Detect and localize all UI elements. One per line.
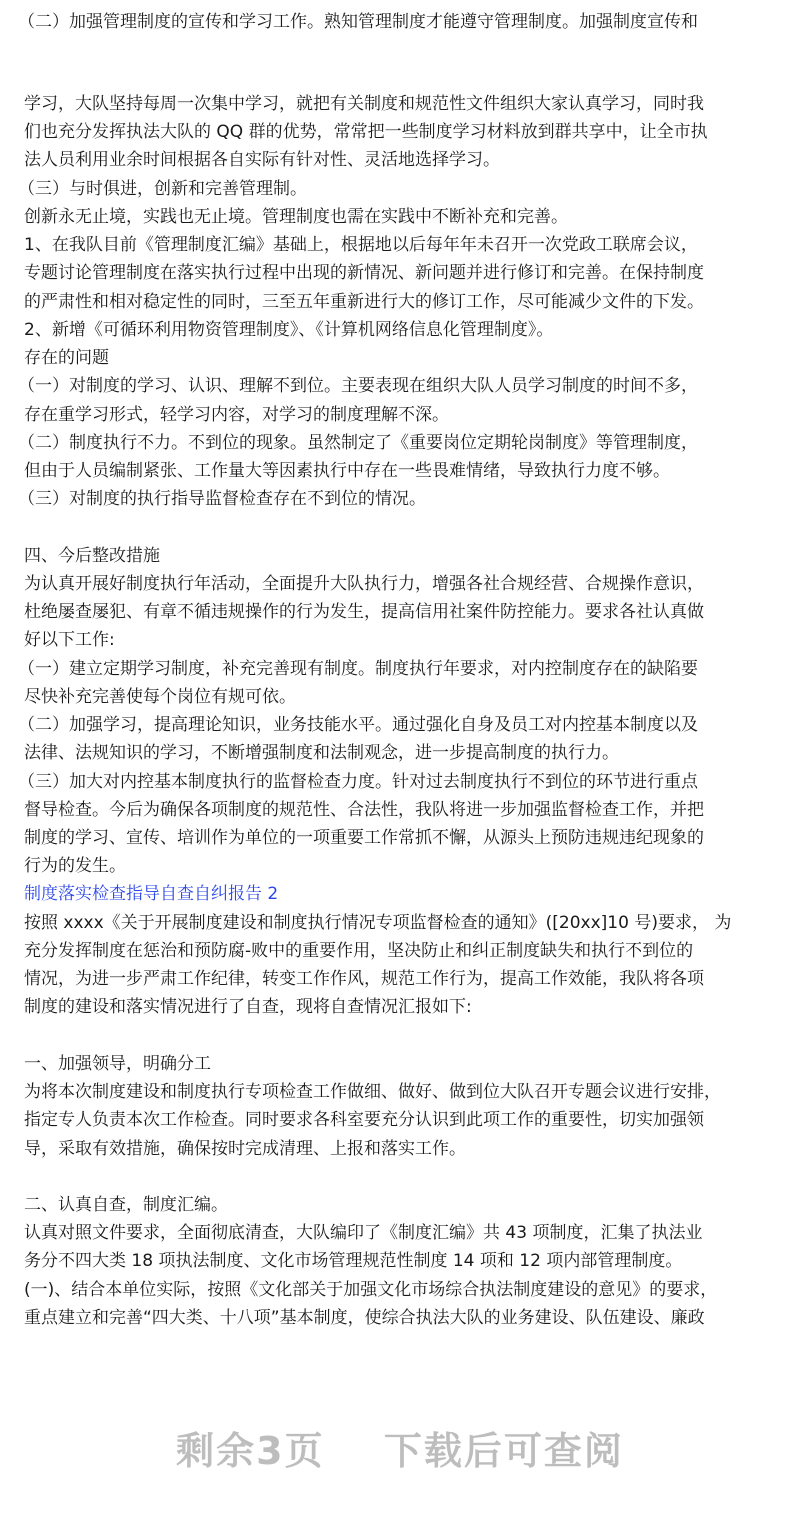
download-banner[interactable] xyxy=(0,1420,800,1475)
text-line: 导，采取有效措施，确保按时完成清理、上报和落实工作。 xyxy=(24,1138,466,1159)
text-line: 杜绝屡查屡犯、有章不循违规操作的行为发生，提高信用社案件防控能力。要求各社认真做 xyxy=(24,602,704,623)
text-line: （三）加大对内控基本制度执行的监督检查力度。针对过去制度执行不到位的环节进行重点 xyxy=(18,771,698,792)
text-line: 务分不四大类 18 项执法制度、文化市场管理规范性制度 14 项和 12 项内部管理制度。 xyxy=(24,1251,683,1272)
text-line: （二）加强管理制度的宣传和学习工作。熟知管理制度才能遵守管理制度。加强制度宣传和 xyxy=(18,12,698,32)
text-line: 指定专人负责本次工作检查。同时要求各科室要充分认识到此项工作的重要性，切实加强领 xyxy=(24,1110,704,1131)
text-line: 创新永无止境，实践也无止境。管理制度也需在实践中不断补充和完善。 xyxy=(24,206,568,227)
text-line: 行为的发生。 xyxy=(24,856,126,877)
text-line: 存在重学习形式，轻学习内容，对学习的制度理解不深。 xyxy=(24,404,449,425)
text-line: 二、认真自查，制度汇编。 xyxy=(24,1194,228,1215)
text-line: 但由于人员编制紧张、工作量大等因素执行中存在一些畏难情绪，导致执行力度不够。 xyxy=(24,460,670,481)
text-line: 2、新增《可循环利用物资管理制度》、《计算机网络信息化管理制度》。 xyxy=(24,319,554,340)
remaining-pages-text: 剩余3页 xyxy=(176,1429,325,1473)
download-prompt-text[interactable]: 下载后可查阅 xyxy=(383,1429,624,1473)
text-line: 好以下工作: xyxy=(24,630,115,651)
text-line: 制度的建设和落实情况进行了自查，现将自查情况汇报如下: xyxy=(24,997,472,1018)
text-line: 尽快补充完善使每个岗位有规可依。 xyxy=(24,686,296,707)
text-line: 为将本次制度建设和制度执行专项检查工作做细、做好、做到位大队召开专题会议进行安排， xyxy=(24,1082,721,1103)
text-line: 学习，大队坚持每周一次集中学习，就把有关制度和规范性文件组织大家认真学习，同时我 xyxy=(24,94,704,114)
text-line: 按照 xxxx《关于开展制度建设和制度执行情况专项监督检查的通知》([20xx]10 号)要求， 为 xyxy=(24,912,732,933)
text-line: 充分发挥制度在惩治和预防腐-败中的重要作用，坚决防止和纠正制度缺失和执行不到位的 xyxy=(24,940,694,961)
text-line: 情况，为进一步严肃工作纪律，转变工作作风，规范工作行为，提高工作效能，我队将各项 xyxy=(24,969,704,990)
text-line: 专题讨论管理制度在落实执行过程中出现的新情况、新问题并进行修订和完善。在保持制度 xyxy=(24,263,704,284)
report-title-link[interactable]: 制度落实检查指导自查自纠报告 2 xyxy=(24,884,279,905)
text-line: （三）与时俱进，创新和完善管理制。 xyxy=(18,178,307,199)
text-line: 重点建立和完善“四大类、十八项”基本制度，使综合执法大队的业务建设、队伍建设、廉政 xyxy=(24,1307,705,1328)
text-line: （二）加强学习，提高理论知识，业务技能水平。通过强化自身及员工对内控基本制度以及 xyxy=(18,715,698,736)
text-line: 四、今后整改措施 xyxy=(24,545,160,566)
text-line: 为认真开展好制度执行年活动，全面提升大队执行力，增强各社合规经营、合规操作意识， xyxy=(24,573,704,594)
text-line: （三）对制度的执行指导监督检查存在不到位的情况。 xyxy=(18,489,426,510)
text-line: （一）对制度的学习、认识、理解不到位。主要表现在组织大队人员学习制度的时间不多， xyxy=(18,376,698,397)
text-line: 督导检查。今后为确保各项制度的规范性、合法性，我队将进一步加强监督检查工作，并把 xyxy=(24,799,704,820)
text-line: 法律、法规知识的学习，不断增强制度和法制观念，进一步提高制度的执行力。 xyxy=(24,743,619,764)
text-line: 的严肃性和相对稳定性的同时，三至五年重新进行大的修订工作，尽可能减少文件的下发。 xyxy=(24,291,704,312)
text-line: （二）制度执行不力。不到位的现象。虽然制定了《重要岗位定期轮岗制度》等管理制度， xyxy=(18,432,698,453)
text-line: 一、加强领导，明确分工 xyxy=(24,1053,211,1074)
text-line: 制度的学习、宣传、培训作为单位的一项重要工作常抓不懈，从源头上预防违规违纪现象的 xyxy=(24,827,704,848)
text-line: 法人员利用业余时间根据各自实际有针对性、灵活地选择学习。 xyxy=(24,150,500,171)
text-line: 认真对照文件要求，全面彻底清查，大队编印了《制度汇编》共 43 项制度，汇集了执法业 xyxy=(24,1223,703,1244)
text-line: 存在的问题 xyxy=(24,348,109,369)
text-line: 们也充分发挥执法大队的 QQ 群的优势，常常把一些制度学习材料放到群共享中，让全市执 xyxy=(24,122,708,143)
text-line: (一)、结合本单位实际，按照《文化部关于加强文化市场综合执法制度建设的意见》的要求， xyxy=(24,1279,718,1300)
text-line: （一）建立定期学习制度，补充完善现有制度。制度执行年要求，对内控制度存在的缺陷要 xyxy=(18,658,698,679)
text-line: 1、在我队目前《管理制度汇编》基础上，根据地以后每年年未召开一次党政工联席会议， xyxy=(24,235,698,256)
